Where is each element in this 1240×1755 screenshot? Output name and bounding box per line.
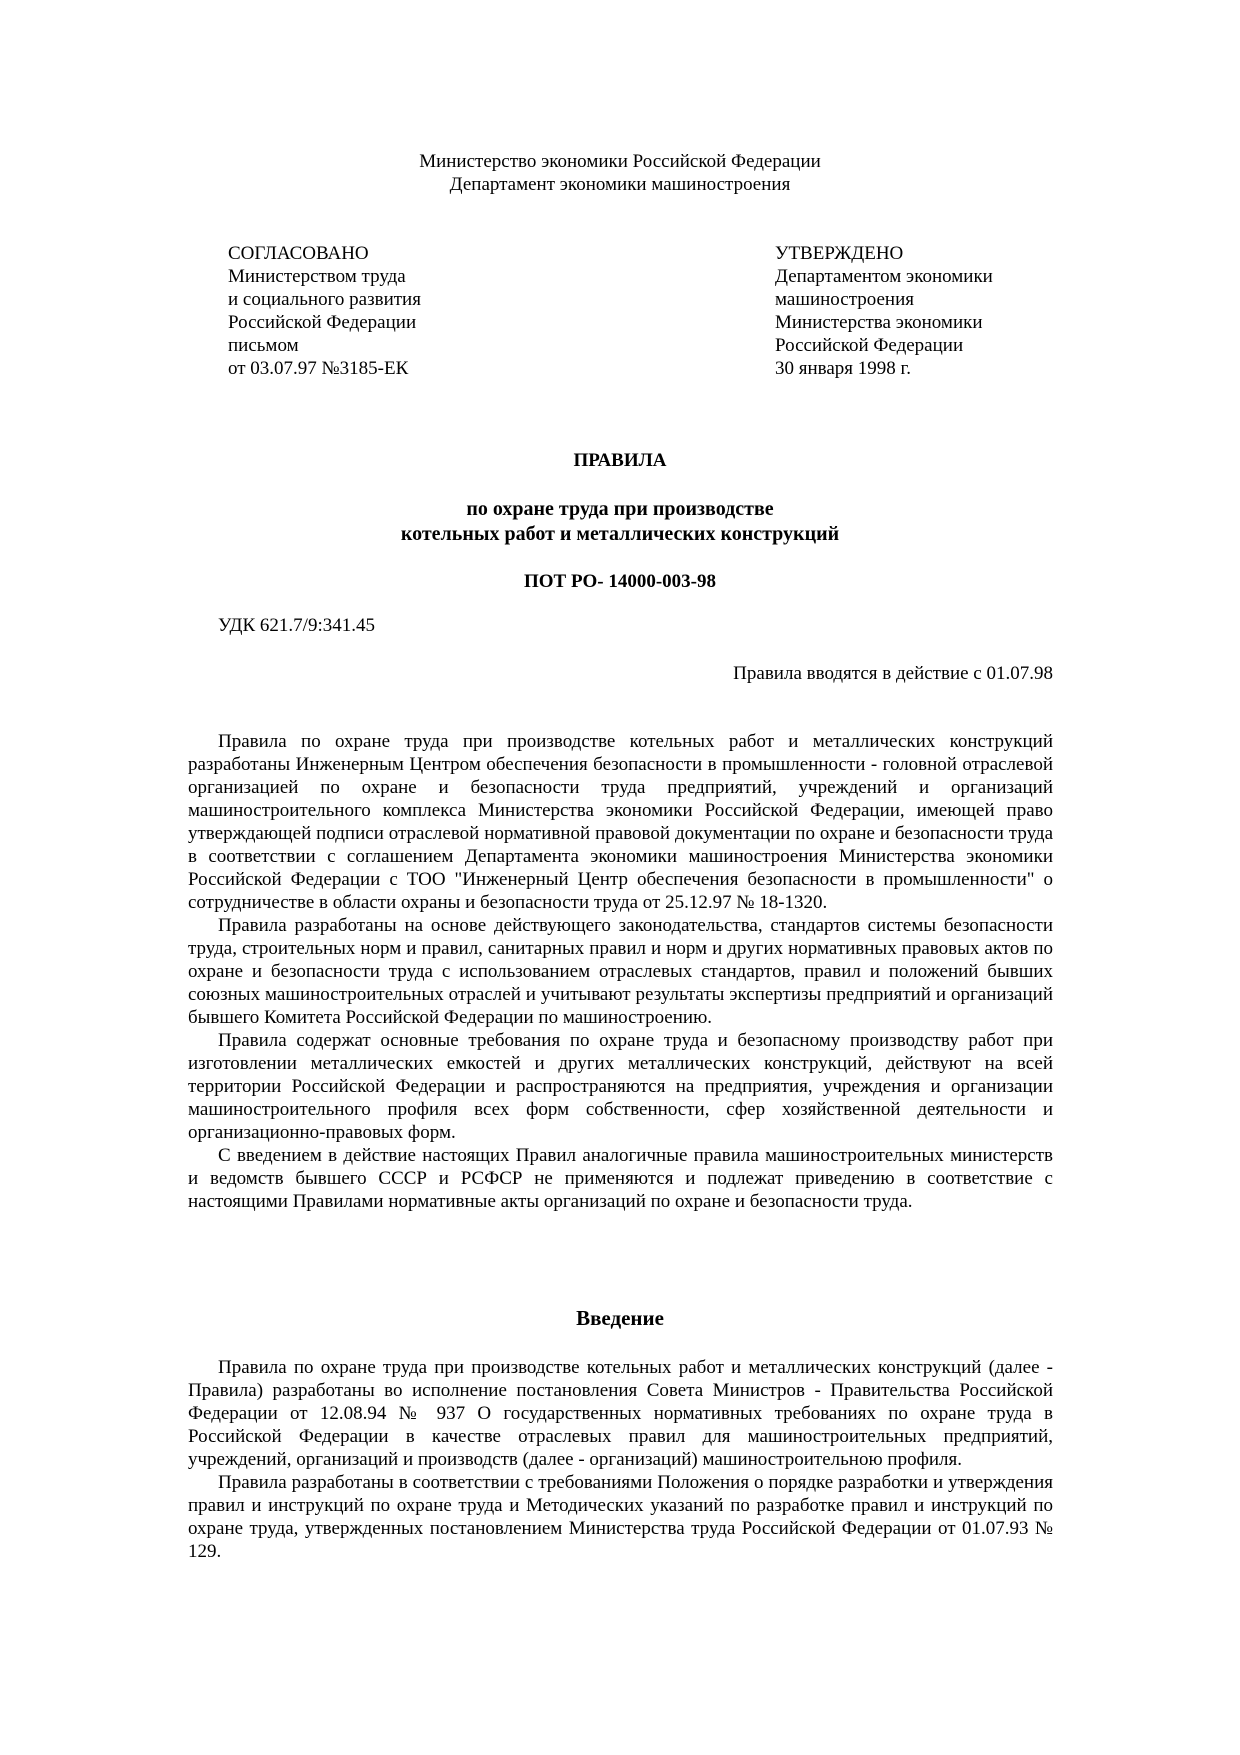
agreed-line: и социального развития [228, 289, 421, 310]
document-subtitle [190, 497, 1050, 547]
subtitle-line: котельных работ и металлических конструкций [400, 523, 840, 545]
agreed-line: письмом [228, 335, 299, 356]
introduction-paragraph: Правила по охране труда при производстве котельных работ и металлических конструкций (далее - Правила) разработаны во исполнение постановления Совета Министров - Правительства Российской Федерации от 12.08.94 № 937 О государственных нормативных требованиях по охране труда в Российской Федерации в качестве отраслевых правил для машиностроительных предприятий, учреждений, организаций и производств (далее - организаций) машиностроительною профиля. [188, 1357, 1053, 1470]
department-name: Департамент экономики машиностроения [449, 174, 791, 195]
ministry-header [190, 150, 1050, 196]
preamble-section [188, 730, 1053, 1213]
approved-heading: УТВЕРЖДЕНО [775, 243, 904, 264]
agreed-heading: СОГЛАСОВАНО [228, 243, 369, 264]
approved-line: Министерства экономики [775, 312, 983, 333]
introduction-section [188, 1356, 1053, 1563]
agreed-letter-ref: от 03.07.97 №3185-ЕК [228, 358, 409, 379]
approved-line: машиностроения [775, 289, 914, 310]
subtitle-line: по охране труда при производстве [466, 498, 774, 520]
preamble-paragraph: Правила содержат основные требования по охране труда и безопасному производству работ при изготовлении металлических емкостей и других металлических конструкций, действуют на всей территории Российской Федерации и распространяются на предприятия, учреждения и организации машиностроительного профиля всех форм собственности, сфер хозяйственной деятельности и организационно-правовых форм. [188, 1030, 1053, 1143]
udk-code: УДК 621.7/9:341.45 [218, 615, 375, 636]
preamble-paragraph: Правила разработаны на основе действующего законодательства, стандартов системы безопасности труда, строительных норм и правил, санитарных правил и норм и других нормативных правовых актов по охране и безопасности труда с использованием отраслевых стандартов, правил и положений бывших союзных машиностроительных отраслей и учитывают результаты экспертизы предприятий и организаций бывшего Комитета Российской Федерации по машиностроению. [188, 915, 1053, 1028]
agreed-line: Министерством труда [228, 266, 406, 287]
agreed-block [228, 242, 421, 380]
effective-date-note: Правила вводятся в действие с 01.07.98 [733, 663, 1053, 684]
preamble-paragraph: Правила по охране труда при производстве котельных работ и металлических конструкций разработаны Инженерным Центром обеспечения безопасности в промышленности - головной отраслевой организацией по охране и безопасности труда предприятий, учреждений и организаций машиностроительного комплекса Министерства экономики Российской Федерации, имеющей право утверждающей подписи отраслевой нормативной правовой документации по охране и безопасности труда в соответствии с соглашением Департамента экономики машиностроения Министерства экономики Российской Федерации с ТОО "Инженерный Центр обеспечения безопасности в промышленности" о сотрудничестве в области охраны и безопасности труда от 25.12.97 № 18-1320. [188, 731, 1053, 913]
approved-date: 30 января 1998 г. [775, 358, 911, 379]
document-title: ПРАВИЛА [573, 450, 667, 471]
approved-line: Российской Федерации [775, 335, 964, 356]
document-number: ПОТ РО- 14000-003-98 [524, 571, 716, 592]
section-heading-introduction: Введение [576, 1306, 664, 1330]
agreed-line: Российской Федерации [228, 312, 417, 333]
approved-line: Департаментом экономики [775, 266, 993, 287]
introduction-paragraph: Правила разработаны в соответствии с требованиями Положения о порядке разработки и утверждения правил и инструкций по охране труда и Методических указаний по разработке правил и инструкций по охране труда, утвержденных постановлением Министерства труда Российской Федерации от 01.07.93 № 129. [188, 1472, 1053, 1562]
ministry-name: Министерство экономики Российской Федерации [419, 151, 821, 172]
approved-block [775, 242, 993, 380]
preamble-paragraph: С введением в действие настоящих Правил аналогичные правила машиностроительных министерств и ведомств бывшего СССР и РСФСР не применяются и подлежат приведению в соответствие с настоящими Правилами нормативные акты организаций по охране и безопасности труда. [188, 1145, 1053, 1212]
